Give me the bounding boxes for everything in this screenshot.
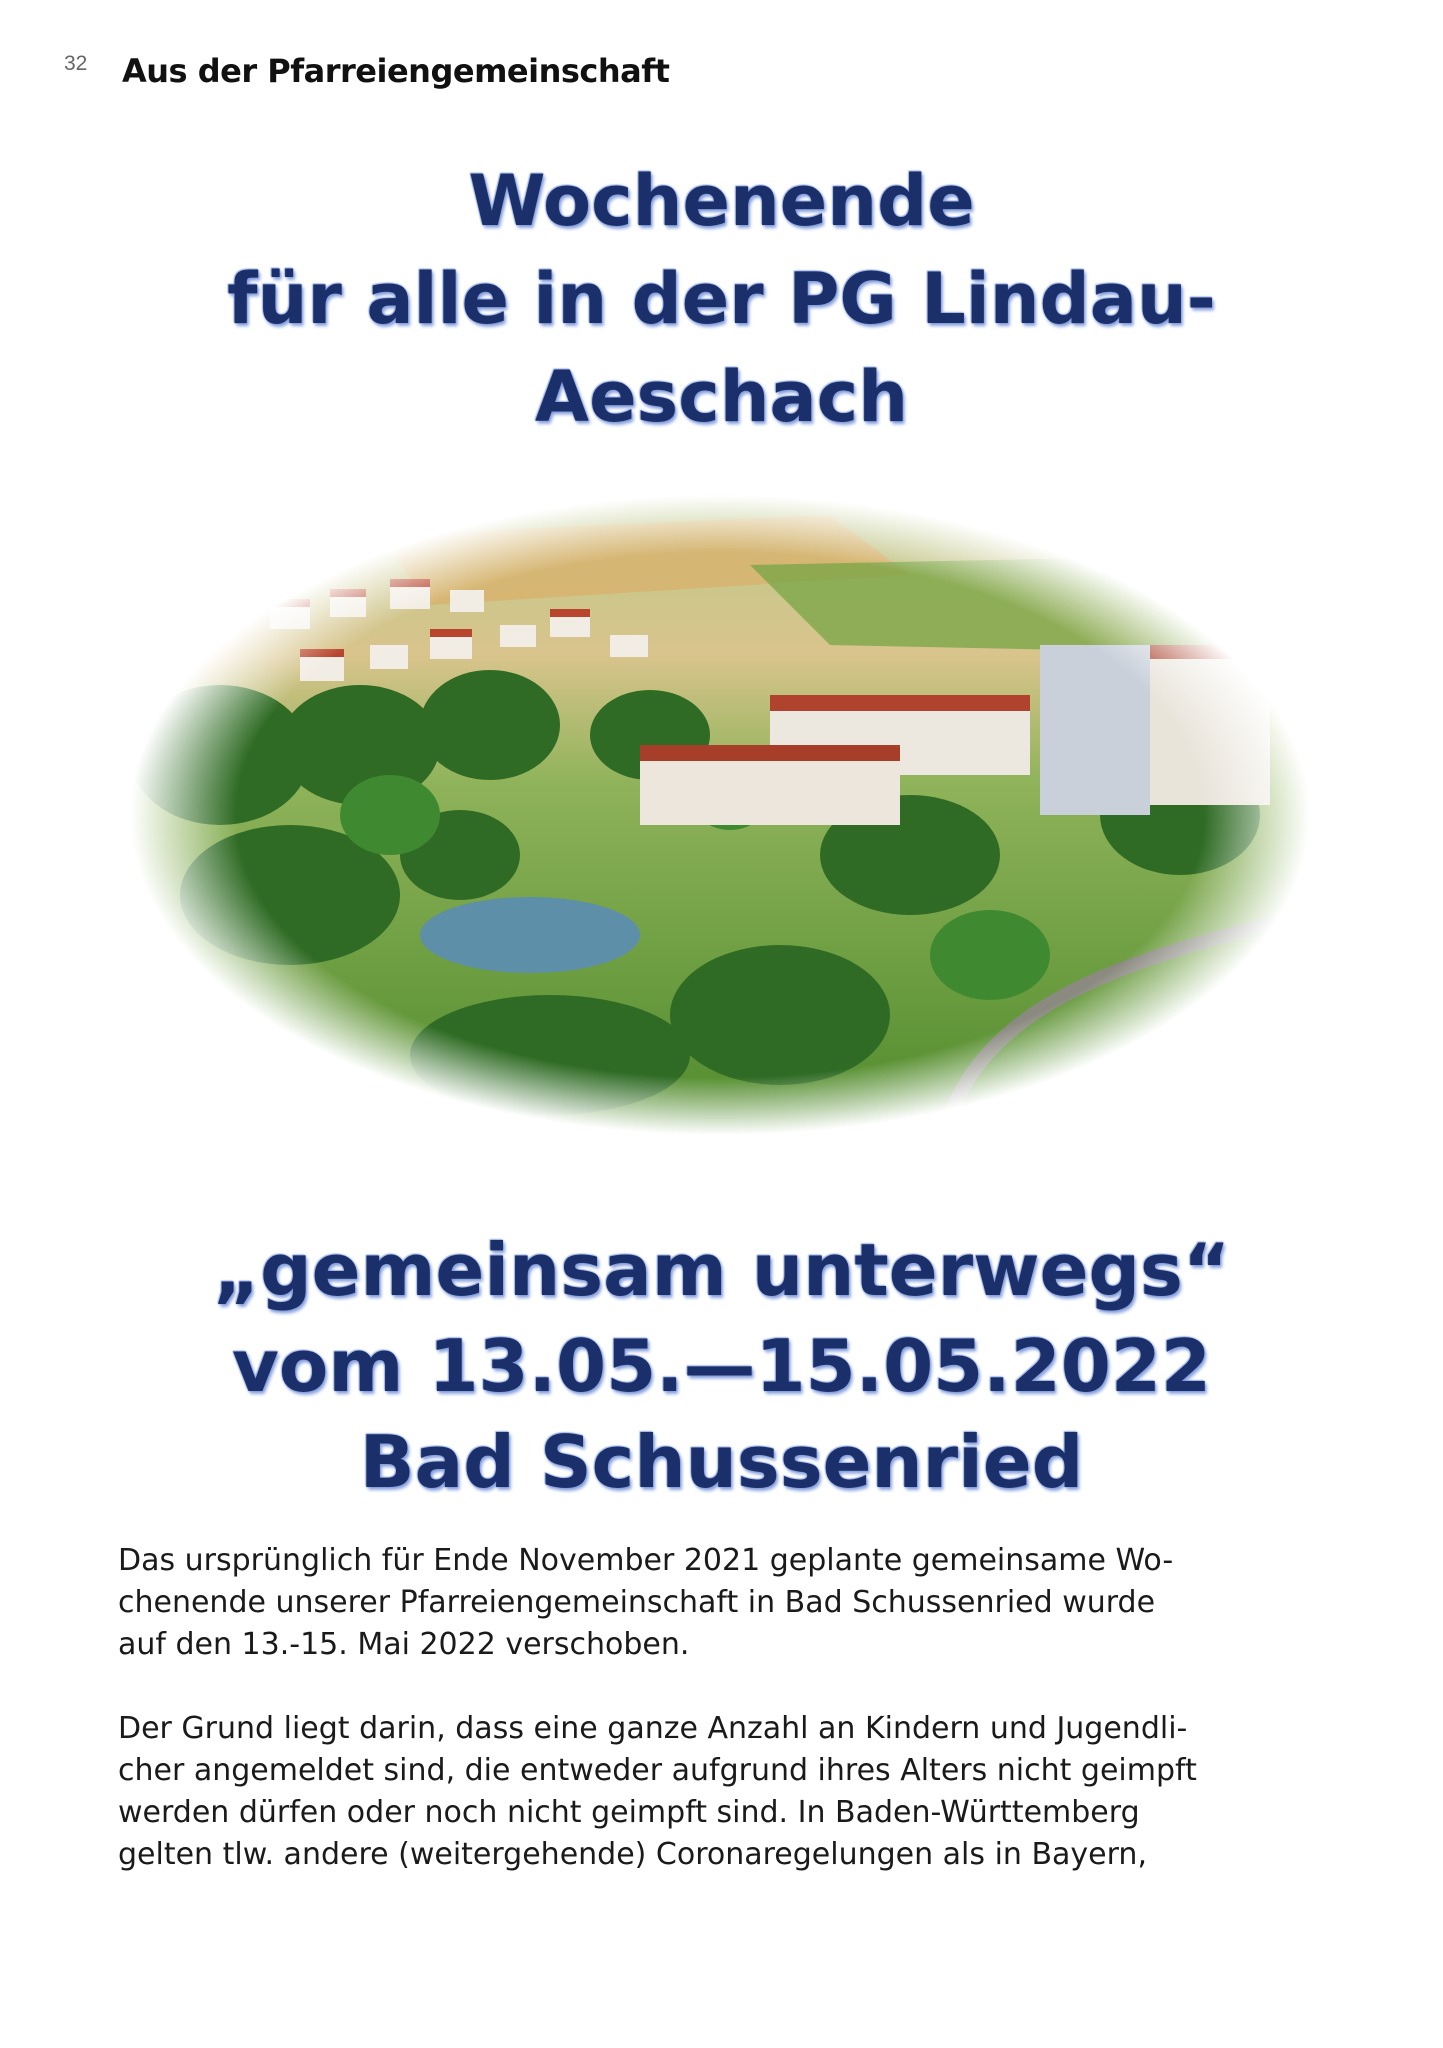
paragraph-line: Der Grund liegt darin, dass eine ganze Anzahl an Kindern und Jugendli- <box>118 1711 1188 1746</box>
headline-line: Bad Schussenried <box>359 1420 1084 1504</box>
paragraph-line: werden dürfen oder noch nicht geimpft sind. In Baden-Württemberg <box>118 1795 1140 1830</box>
headline-line: vom 13.05.—15.05.2022 <box>231 1324 1212 1408</box>
paragraph-line: Das ursprünglich für Ende November 2021 geplante gemeinsame Wo- <box>118 1543 1174 1578</box>
paragraph-line: chenende unserer Pfarreiengemeinschaft in Bad Schussenried wurde <box>118 1585 1156 1620</box>
aerial-photo <box>130 495 1310 1135</box>
paragraph-line: gelten tlw. andere (weitergehende) Coronaregelungen als in Bayern, <box>118 1837 1147 1872</box>
page-number: 32 <box>64 52 88 75</box>
event-headline <box>0 152 1443 446</box>
headline-line: „gemeinsam unterwegs“ <box>212 1228 1231 1312</box>
paragraph <box>118 1708 1328 1876</box>
paragraph <box>118 1540 1328 1666</box>
event-details <box>0 1222 1443 1510</box>
section-title: Aus der Pfarreiengemeinschaft <box>122 52 670 90</box>
headline-line: Wochenende <box>468 160 975 242</box>
headline-line: Aeschach <box>534 356 909 438</box>
paragraph-line: cher angemeldet sind, die entweder aufgrund ihres Alters nicht geimpft <box>118 1753 1197 1788</box>
headline-line: für alle in der PG Lindau- <box>227 258 1216 340</box>
paragraph-line: auf den 13.-15. Mai 2022 verschoben. <box>118 1627 690 1662</box>
